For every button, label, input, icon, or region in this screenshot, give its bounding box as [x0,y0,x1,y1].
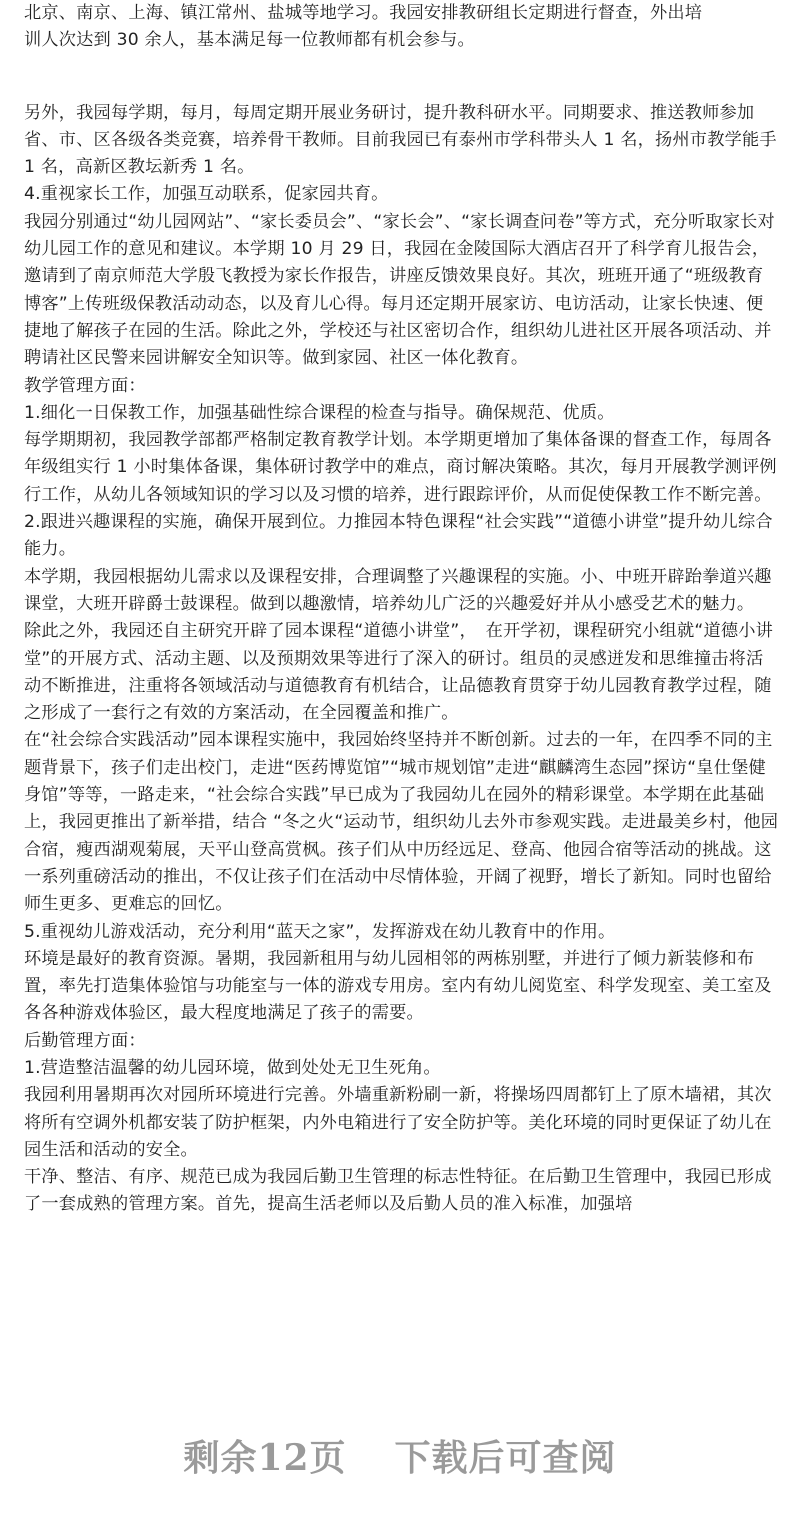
paragraph-tail: 训人次达到 30 余人，基本满足每一位教师都有机会参与。 [24,30,475,51]
section-heading: 4.重视家长工作，加强互动联系，促家园共育。 [24,184,389,205]
download-prompt-banner[interactable] [0,1430,800,1481]
document-body [24,0,783,1219]
section-heading: 2.跟进兴趣课程的实施，确保开展到位。力推园本特色课程“社会实践”“道德小讲堂”提升幼儿综合能力。 [24,512,773,560]
paragraph: 除此之外，我园还自主研究开辟了园本课程“道德小讲堂”， 在开学初，课程研究小组就“道德小讲堂”的开展方式、活动主题、以及预期效果等进行了深入的研讨。组员的灵感迸发和思维撞击将活动不断推进，注重将各领域活动与道德教育有机结合，让品德教育贯穿于幼儿园教育教学过程，随之形成了一套行之有效的方案活动，在全园覆盖和推广。 [24,621,773,724]
download-to-view-label: 下载后可查阅 [394,1437,617,1479]
paragraph: 环境是最好的教育资源。暑期，我园新租用与幼儿园相邻的两栋别墅，并进行了倾力新装修和布置，率先打造集体验馆与功能室与一体的游戏专用房。室内有幼儿阅览室、科学发现室、美工室及各各种游戏体验区，最大程度地满足了孩子的需要。 [24,948,772,1024]
paragraph: 我园分别通过“幼儿园网站”、“家长委员会”、“家长会”、“家长调查问卷”等方式，充分听取家长对幼儿园工作的意见和建议。本学期 10 月 29 日，我园在金陵国际大酒店召开了科学育儿报告会，邀请到了南京师范大学殷飞教授为家长作报告，讲座反馈效果良好。其次，班班开通了“班级教育博客”上传班级保教活动动态，以及育儿心得。每月还定期开展家访、电访活动，让家长快速、便捷地了解孩子在园的生活。除此之外，学校还与社区密切合作，组织幼儿进社区开展各项活动、并聘请社区民警来园讲解安全知识等。做到家园、社区一体化教育。 [24,211,775,369]
paragraph: 我园利用暑期再次对园所环境进行完善。外墙重新粉刷一新，将操场四周都钉上了原木墙裙，其次将所有空调外机都安装了防护框架，内外电箱进行了安全防护等。美化环境的同时更保证了幼儿在园生活和活动的安全。 [24,1085,772,1160]
paragraph: 干净、整洁、有序、规范已成为我园后勤卫生管理的标志性特征。在后勤卫生管理中，我园已形成了一套成熟的管理方案。首先，提高生活老师以及后勤人员的准入标准，加强培 [24,1167,772,1215]
paragraph: 在“社会综合实践活动”园本课程实施中，我园始终坚持并不断创新。过去的一年，在四季不同的主题背景下，孩子们走出校门，走进“医药博览馆”“城市规划馆”走进“麒麟湾生态园”探访“皇仕堡健身馆”等等，一路走来，“社会综合实践”早已成为了我园幼儿在园外的精彩课堂。本学期在此基础上，我园更推出了新举措，结合 “冬之火“运动节，组织幼儿去外市参观实践。走进最美乡村，他园合宿，瘦西湖观菊展，天平山登高赏枫。孩子们从中历经远足、登高、他园合宿等活动的挑战。这一系列重磅活动的推出，不仅让孩子们在活动中尽情体验，开阔了视野，增长了新知。同时也留给师生更多、更难忘的回忆。 [24,730,779,915]
section-heading: 1.细化一日保教工作，加强基础性综合课程的检查与指导。确保规范、优质。 [24,402,615,423]
section-heading: 教学管理方面： [24,375,146,396]
clipped-top-line: 北京、南京、上海、镇江常州、盐城等地学习。我园安排教研组长定期进行督查，外出培 [24,3,703,23]
paragraph: 本学期，我园根据幼儿需求以及课程安排，合理调整了兴趣课程的实施。小、中班开辟跆拳道兴趣课堂，大班开辟爵士鼓课程。做到以趣激情，培养幼儿广泛的兴趣爱好并从小感受艺术的魅力。 [24,566,772,614]
paragraph-gap [24,55,780,100]
paragraph: 每学期期初，我园教学部都严格制定教育教学计划。本学期更增加了集体备课的督查工作，每周各年级组实行 1 小时集体备课，集体研讨教学中的难点，商讨解决策略。其次，每月开展教学测评例行工作，从幼儿各领域知识的学习以及习惯的培养，进行跟踪评价，从而促使保教工作不断完善。 [24,430,777,505]
remaining-pages-label: 剩余12页 [183,1437,347,1479]
section-heading: 5.重视幼儿游戏活动，充分利用“蓝天之家”，发挥游戏在幼儿教育中的作用。 [24,921,616,942]
paragraph: 另外，我园每学期，每月，每周定期开展业务研讨，提升教科研水平。同期要求、推送教师参加省、市、区各级各类竞赛，培养骨干教师。目前我园已有泰州市学科带头人 1 名，扬州市教学能手 1 名，高新区教坛新秀 1 名。 [24,102,783,178]
section-heading: 1.营造整洁温馨的幼儿园环境，做到处处无卫生死角。 [24,1057,441,1078]
section-heading: 后勤管理方面： [24,1030,146,1051]
